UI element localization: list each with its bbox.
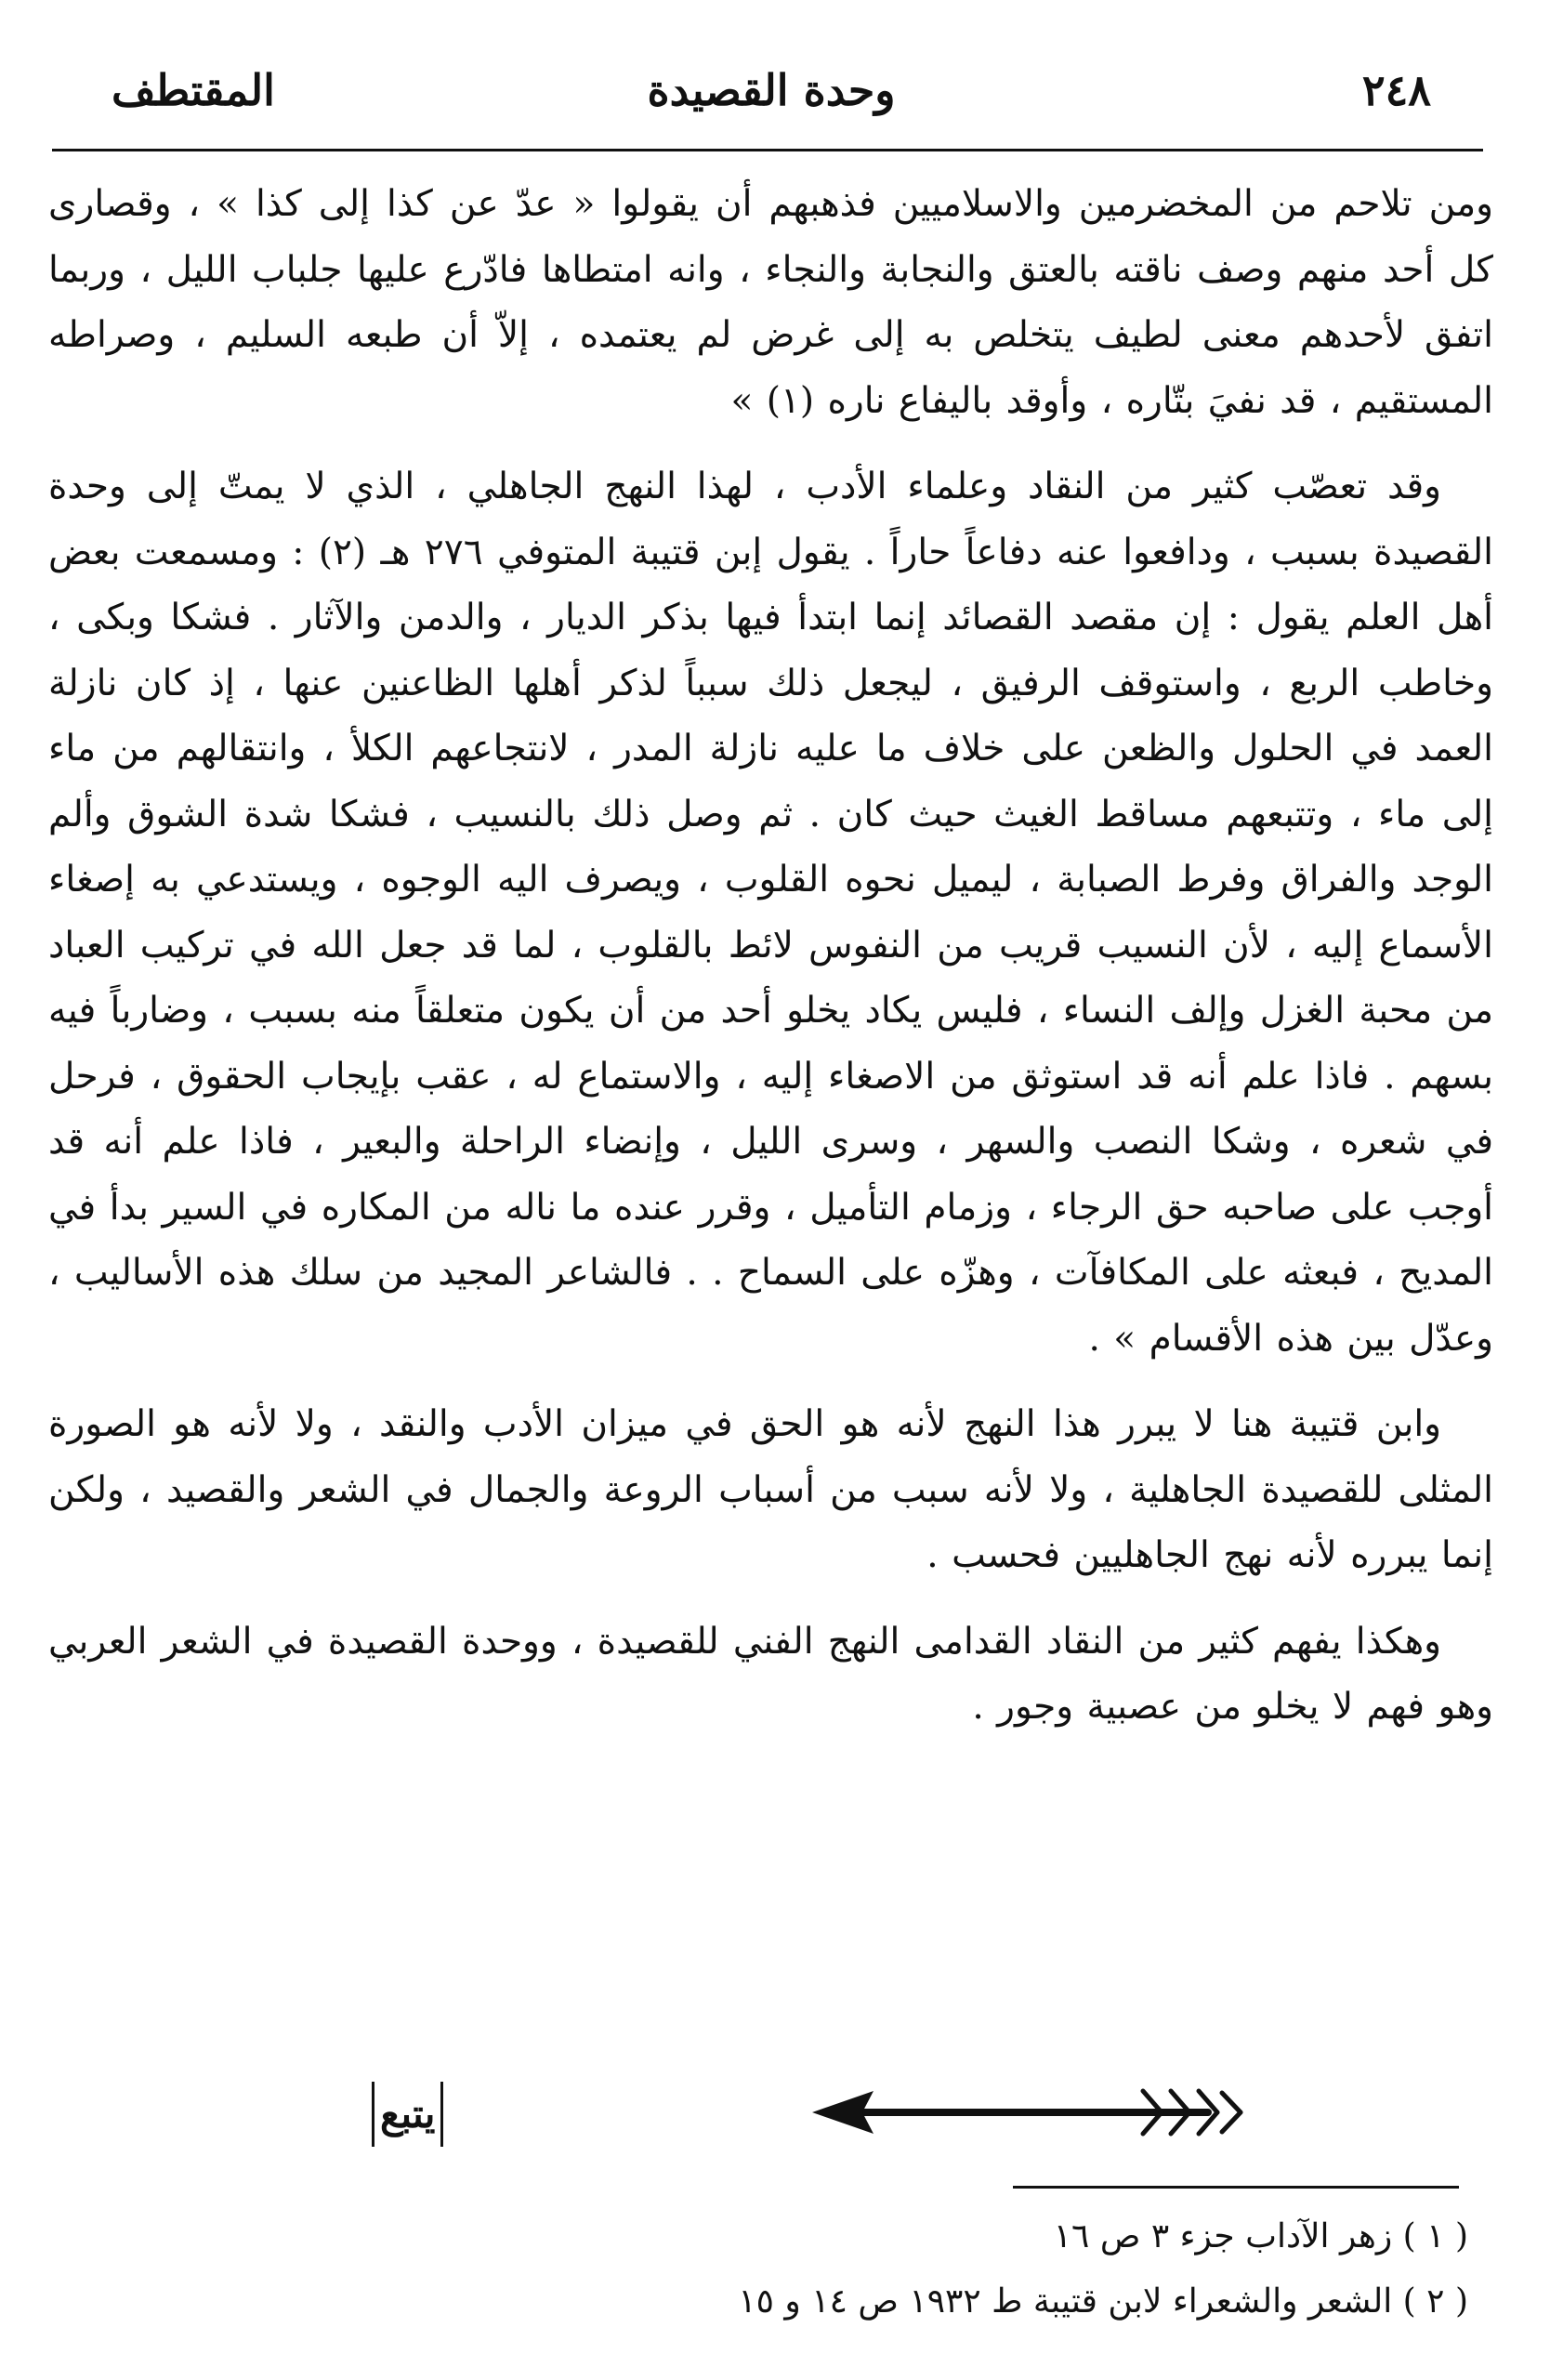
paragraph-3: وابن قتيبة هنا لا يبرر هذا النهج لأنه هو الحق في ميزان الأدب والنقد ، ولا لأنه هو الصورة المثلى للقصيدة الجاهلية ، ولا لأنه سبب من أسباب الروعة والجمال في الشعر والقصيد ، ولكن إنما يبرره لأنه نهج الجاهليين فحسب . xyxy=(48,1403,1493,1576)
footnote-2: ( ٢ ) الشعر والشعراء لابن قتيبة ط ١٩٣٢ ص ١٤ و ١٥ xyxy=(738,2282,1468,2321)
left-arrow-icon xyxy=(808,2080,1245,2145)
paragraph-1: ومن تلاحم من المخضرمين والاسلاميين فذهبهم أن يقولوا « عدّ عن كذا إلى كذا » ، وقصارى كل أحد منهم وصف ناقته بالعتق والنجابة والنجاء ، وانه امتطاها فادّرع عليها جلباب الليل ، وربما اتفق لأحدهم معنى لطيف يتخلص به إلى غرض لم يعتمده ، إلاّ أن طبعه السليم ، وصراطه المستقيم ، قد نفيَ بتّاره ، وأوقد باليفاع ناره (١) » xyxy=(48,183,1493,422)
continued-marker xyxy=(372,2082,443,2147)
page-number: ٢٤٨ xyxy=(1361,65,1431,115)
footnote-1: ( ١ ) زهر الآداب جزء ٣ ص ١٦ xyxy=(1053,2217,1468,2255)
header-rule xyxy=(52,149,1483,151)
journal-name: المقتطف xyxy=(112,65,275,115)
footnote-rule xyxy=(1013,2186,1459,2189)
paragraph-4: وهكذا يفهم كثير من النقاد القدامى النهج الفني للقصيدة ، ووحدة القصيدة في الشعر العربي وهو فهم لا يخلو من عصبية وجور . xyxy=(48,1620,1493,1728)
continued-label: يتبع xyxy=(372,2082,443,2147)
running-header xyxy=(102,58,1440,132)
paragraph-2: وقد تعصّب كثير من النقاد وعلماء الأدب ، لهذا النهج الجاهلي ، الذي لا يمتّ إلى وحدة القصيدة بسبب ، ودافعوا عنه دفاعاً حاراً . يقول إبن قتيبة المتوفي ٢٧٦ هـ (٢) : ومسمعت بعض أهل العلم يقول : إن مقصد القصائد إنما ابتدأ فيها بذكر الديار ، والدمن والآثار . فشكا وبكى ، وخاطب الربع ، واستوقف الرفيق ، ليجعل ذلك سبباً لذكر أهلها الظاعنين عنها ، إذ كان نازلة العمد في الحلول والظعن على خلاف ما عليه نازلة المدر ، لانتجاعهم الكلأ ، وانتقالهم من ماء إلى ماء ، وتتبعهم مساقط الغيث حيث كان . ثم وصل ذلك بالنسيب ، فشكا شدة الشوق وألم الوجد والفراق وفرط الصبابة ، ليميل نحوه القلوب ، ويصرف اليه الوجوه ، ويستدعي به إصغاء الأسماع إليه ، لأن النسيب قريب من النفوس لائط بالقلوب ، لما قد جعل الله في تركيب العباد من محبة الغزل وإلف النساء ، فليس يكاد يخلو أحد من أن يكون متعلقاً منه بسبب ، وضارباً فيه بسهم . فاذا علم أنه قد استوثق من الاصغاء إليه ، والاستماع له ، عقب بإيجاب الحقوق ، فرحل في شعره ، وشكا النصب والسهر ، وسرى الليل ، وإنضاء الراحلة والبعير ، فاذا علم أنه قد أوجب على صاحبه حق الرجاء ، وزمام التأميل ، وقرر عنده ما ناله من المكاره في السير بدأ في المديح ، فبعثه على المكافآت ، وهزّه على السماح . . فالشاعر المجيد من سلك هذه الأساليب ، وعدّل بين هذه الأقسام » . xyxy=(48,466,1493,1360)
running-title: وحدة القصيدة xyxy=(647,65,896,115)
article-body xyxy=(48,172,1493,1741)
footnotes xyxy=(390,2204,1468,2334)
